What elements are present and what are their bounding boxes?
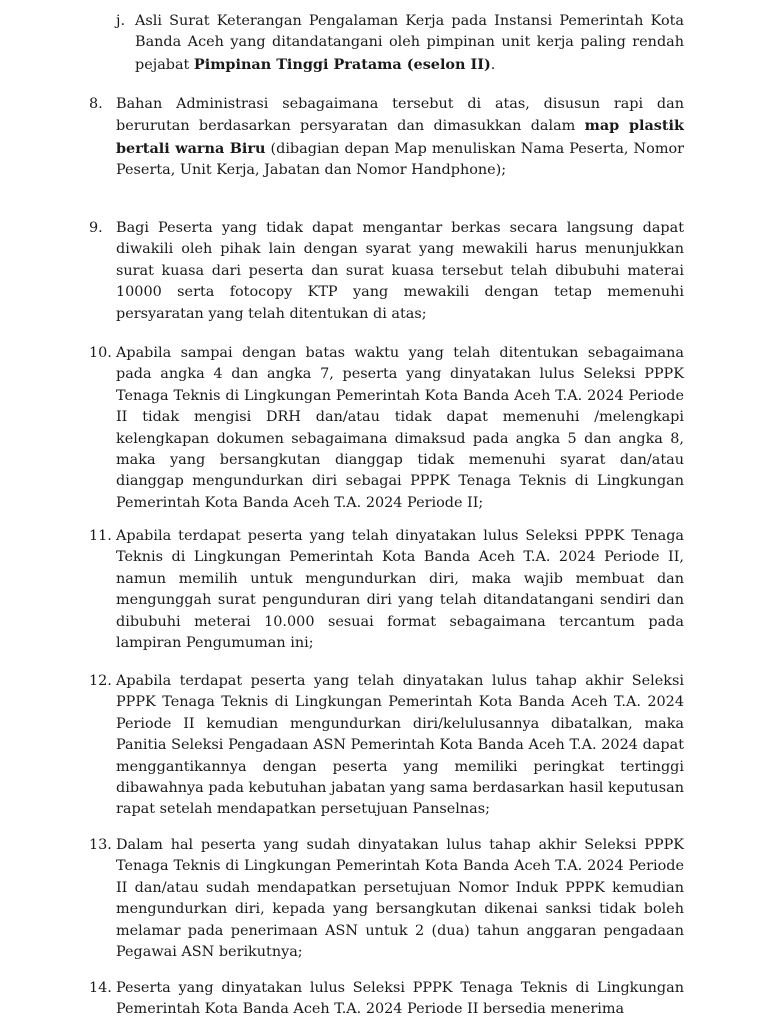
item-text: Apabila sampai dengan batas waktu yang telah ditentukan sebagaimana pada angka 4 dan angka 7, peserta yang dinyatakan lulus Seleksi PPPK Tenaga Teknis di Lingkungan Pemerintah Kota Banda Aceh T.A. 2024 Periode II tidak mengisi DRH dan/atau tidak dapat memenuhi /melengkapi kelengkapan dokumen sebagaimana dimaksud pada angka 5 dan angka 8, maka yang bersangkutan dianggap tidak memenuhi syarat dan/atau dianggap mengundurkan diri sebagai PPPK Tenaga Teknis di Lingkungan Pemerintah Kota Banda Aceh T.A. 2024 Periode II; bbox=[116, 345, 684, 511]
item-number: 9. bbox=[89, 220, 103, 236]
item-text: Asli Surat Keterangan Pengalaman Kerja pada Instansi Pemerintah Kota Banda Aceh yang ditandatangani oleh pimpinan unit kerja paling rendah pejabat Pimpinan Tinggi Pratama (eselon II). bbox=[135, 13, 684, 73]
item-text: Dalam hal peserta yang sudah dinyatakan lulus tahap akhir Seleksi PPPK Tenaga Teknis di Lingkungan Pemerintah Kota Banda Aceh T.A. 2024 Periode II dan/atau sudah mendapatkan persetujuan Nomor Induk PPPK kemudian mengundurkan diri, kepada yang bersangkutan dikenai sanksi tidak boleh melamar pada penerimaan ASN untuk 2 (dua) tahun anggaran pengadaan Pegawai ASN berikutnya; bbox=[116, 837, 684, 961]
bold-text: map plastik bertali warna Biru bbox=[116, 117, 684, 157]
item-number: 14. bbox=[89, 980, 112, 996]
item-text: Apabila terdapat peserta yang telah dinyatakan lulus tahap akhir Seleksi PPPK Tenaga Teknis di Lingkungan Pemerintah Kota Banda Aceh T.A. 2024 Periode II kemudian mengundurkan diri/kelulusannya dibatalkan, maka Panitia Seleksi Pengadaan ASN Pemerintah Kota Banda Aceh T.A. 2024 dapat menggantikannya dengan peserta yang memiliki peringkat tertinggi dibawahnya pada kebutuhan jabatan yang sama berdasarkan hasil keputusan rapat setelah mendapatkan persetujuan Panselnas; bbox=[116, 673, 684, 818]
item-number: 10. bbox=[89, 345, 112, 361]
item-text: Bahan Administrasi sebagaimana tersebut di atas, disusun rapi dan berurutan berdasarkan persyaratan dan dimasukkan dalam map plastik bertali warna Biru (dibagian depan Map menuliskan Nama Peserta, Nomor Peserta, Unit Kerja, Jabatan dan Nomor Handphone); bbox=[116, 96, 685, 179]
item-number: 13. bbox=[89, 837, 112, 853]
item-number: j. bbox=[116, 13, 126, 29]
item-number: 8. bbox=[89, 96, 103, 112]
item-text: Apabila terdapat peserta yang telah dinyatakan lulus Seleksi PPPK Tenaga Teknis di Lingkungan Pemerintah Kota Banda Aceh T.A. 2024 Periode II, namun memilih untuk mengundurkan diri, maka wajib membuat dan mengunggah surat pengunduran diri yang telah ditandatangani sendiri dan dibubuhi meterai 10.000 sesuai format sebagaimana tercantum pada lampiran Pengumuman ini; bbox=[116, 528, 684, 652]
item-number: 11. bbox=[89, 528, 112, 544]
bold-text: Pimpinan Tinggi Pratama (eselon II) bbox=[193, 55, 491, 73]
item-number: 12. bbox=[89, 673, 112, 689]
item-text: Peserta yang dinyatakan lulus Seleksi PPPK Tenaga Teknis di Lingkungan Pemerintah Kota Banda Aceh T.A. 2024 Periode II bersedia menerima bbox=[116, 980, 684, 1018]
item-text: Bagi Peserta yang tidak dapat mengantar berkas secara langsung dapat diwakili oleh pihak lain dengan syarat yang mewakili harus menunjukkan surat kuasa dari peserta dan surat kuasa tersebut telah dibubuhi materai 10000 serta fotocopy KTP yang mewakili dengan tetap memenuhi persyaratan yang telah ditentukan di atas; bbox=[116, 220, 684, 322]
